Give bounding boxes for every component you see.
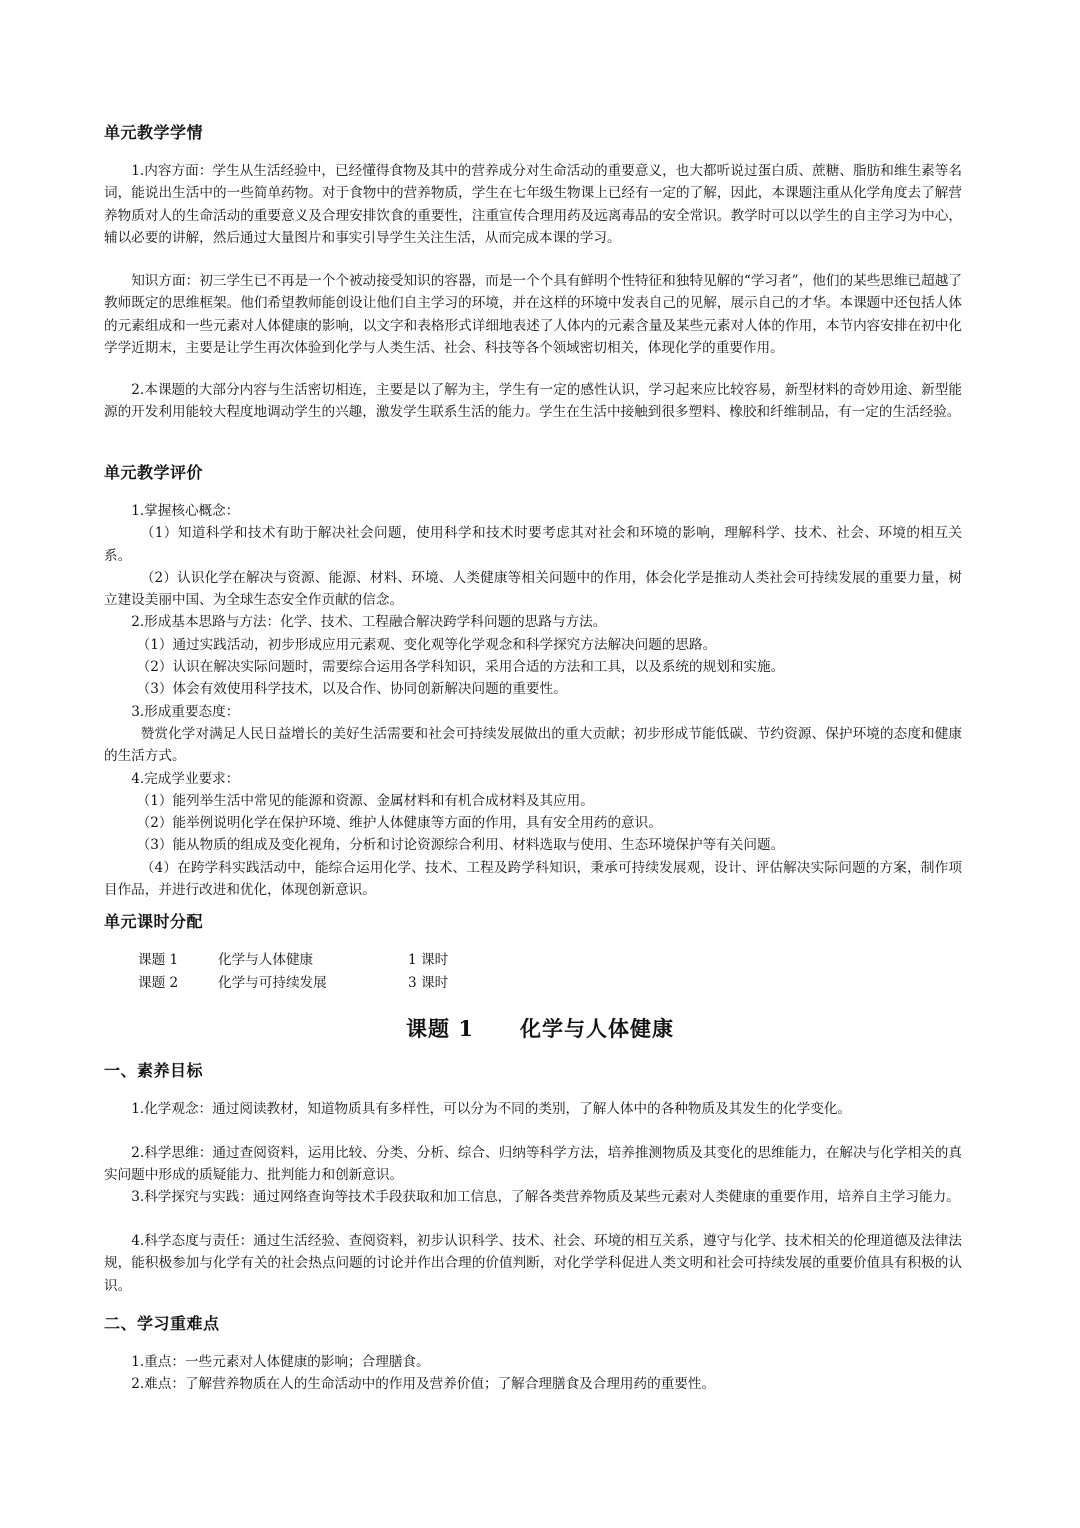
lesson-name: 化学与可持续发展	[218, 974, 327, 991]
eval-item-4a: （1）能列举生活中常见的能源和资源、金属材料和有机合成材料及其应用。	[136, 792, 594, 809]
hours-table	[138, 948, 448, 993]
eval-item-4: 4.完成学业要求：	[131, 770, 240, 787]
eval-item-1a: （1）知道科学和技术有助于解决社会问题，使用科学和技术时要考虑其对社会和环境的影响，理解科学、技术、社会、环境的相互关系。	[104, 525, 962, 564]
evaluation-list	[104, 500, 962, 901]
goal-scientific-inquiry: 3.科学探究与实践：通过网络查询等技术手段获取和加工信息，了解各类营养物质及某些元素对人类健康的重要作用，培养自主学习能力。	[131, 1189, 960, 1205]
section-heading-key-points: 二、学习重难点	[104, 1314, 220, 1333]
eval-item-4c: （3）能从物质的组成及变化视角，分析和讨论资源综合利用、材料选取与使用、生态环境保护等有关问题。	[136, 837, 785, 854]
eval-item-2a: （1）通过实践活动，初步形成应用元素观、变化观等化学观念和科学探究方法解决问题的思路。	[136, 636, 717, 653]
lesson-id: 课题 2	[138, 974, 179, 991]
eval-item-4d: （4）在跨学科实践活动中，能综合运用化学、技术、工程及跨学科知识，秉承可持续发展观，设计、评估解决实际问题的方案，制作项目作品，并进行改进和优化，体现创新意识。	[104, 859, 962, 899]
lesson-title-number: 课题 1	[406, 1016, 474, 1041]
goal-chemistry-concept: 1.化学观念：通过阅读教材，知道物质具有多样性，可以分为不同的类别，了解人体中的各种物质及其发生的化学变化。	[131, 1101, 852, 1117]
paragraph-content-aspect: 1.内容方面：学生从生活经验中，已经懂得食物及其中的营养成分对生命活动的重要意义，也大都听说过蛋白质、蔗糖、脂肪和维生素等名词，能说出生活中的一些简单药物。对于食物中的营养物质，学生在七年级生物课上已经有一定的了解，因此，本课题注重从化学角度去了解营养物质对人的生命活动的重要意义及合理安排饮食的重要性，注重宣传合理用药及远离毒品的安全常识。教学时可以以学生的自主学习为中心，辅以必要的讲解，然后通过大量图片和事实引导学生关注生活，从而完成本课的学习。	[104, 163, 962, 246]
key-point: 1.重点：一些元素对人体健康的影响；合理膳食。	[131, 1354, 430, 1370]
eval-item-2b: （2）认识在解决实际问题时，需要综合运用各学科知识，采用合适的方法和工具，以及系统的规划和实施。	[136, 659, 785, 676]
table-row	[138, 948, 448, 971]
section-heading-evaluation: 单元教学评价	[104, 463, 204, 482]
eval-item-2: 2.形成基本思路与方法：化学、技术、工程融合解决跨学科问题的思路与方法。	[131, 614, 607, 631]
table-row	[138, 971, 448, 994]
lesson-id: 课题 1	[138, 952, 179, 968]
lesson-title-name: 化学与人体健康	[519, 1016, 674, 1041]
paragraph-life-connection: 2.本课题的大部分内容与生活密切相连，主要是以了解为主，学生有一定的感性认识，学习起来应比较容易，新型材料的奇妙用途、新型能源的开发利用能较大程度地调动学生的兴趣，激发学生联系生活的能力。学生在生活中接触到很多塑料、橡胶和纤维制品，有一定的生活经验。	[104, 382, 962, 421]
eval-item-2c: （3）体会有效使用科学技术，以及合作、协同创新解决问题的重要性。	[136, 681, 567, 698]
eval-item-3a: 赞赏化学对满足人民日益增长的美好生活需要和社会可持续发展做出的重大贡献；初步形成节能低碳、节约资源、保护环境的态度和健康的生活方式。	[104, 725, 962, 765]
section-heading-goals: 一、素养目标	[104, 1061, 204, 1080]
section-heading-hours: 单元课时分配	[104, 912, 204, 931]
section-heading-learning-situation: 单元教学学情	[104, 123, 204, 142]
eval-item-1b: （2）认识化学在解决与资源、能源、材料、环境、人类健康等相关问题中的作用，体会化学是推动人类社会可持续发展的重要力量，树立建设美丽中国、为全球生态安全作贡献的信念。	[104, 569, 962, 609]
lesson-hours: 1 课时	[408, 952, 449, 968]
eval-item-3: 3.形成重要态度：	[131, 703, 240, 720]
eval-item-4b: （2）能举例说明化学在保护环境、维护人体健康等方面的作用，具有安全用药的意识。	[136, 815, 662, 832]
difficult-point: 2.难点：了解营养物质在人的生命活动中的作用及营养价值；了解合理膳食及合理用药的重要性。	[131, 1376, 716, 1392]
lesson-hours: 3 课时	[408, 974, 449, 991]
goal-attitude-responsibility: 4.科学态度与责任：通过生活经验、查阅资料，初步认识科学、技术、社会、环境的相互关系，遵守与化学、技术相关的伦理道德及法律法规，能积极参加与化学有关的社会热点问题的讨论并作出合理的价值判断，对化学学科促进人类文明和社会可持续发展的重要价值具有积极的认识。	[104, 1233, 962, 1294]
lesson-name: 化学与人体健康	[218, 952, 314, 968]
paragraph-knowledge-aspect: 知识方面：初三学生已不再是一个个被动接受知识的容器，而是一个个具有鲜明个性特征和独特见解的“学习者”，他们的某些思维已超越了教师既定的思维框架。他们希望教师能创设让他们自主学习的环境，并在这样的环境中发表自己的见解，展示自己的才华。本课题中还包括人体的元素组成和一些元素对人体健康的影响，以文字和表格形式详细地表述了人体内的元素含量及某些元素对人体的作用，本节内容安排在初中化学学近期末，主要是让学生再次体验到化学与人类生活、社会、科技等各个领域密切相关，体现化学的重要作用。	[104, 273, 962, 356]
goal-scientific-thinking: 2.科学思维：通过查阅资料，运用比较、分类、分析、综合、归纳等科学方法，培养推测物质及其变化的思维能力，在解决与化学相关的真实问题中形成的质疑能力、批判能力和创新意识。	[104, 1145, 962, 1184]
lesson-title	[0, 1013, 1080, 1043]
eval-item-1: 1.掌握核心概念：	[131, 503, 240, 519]
